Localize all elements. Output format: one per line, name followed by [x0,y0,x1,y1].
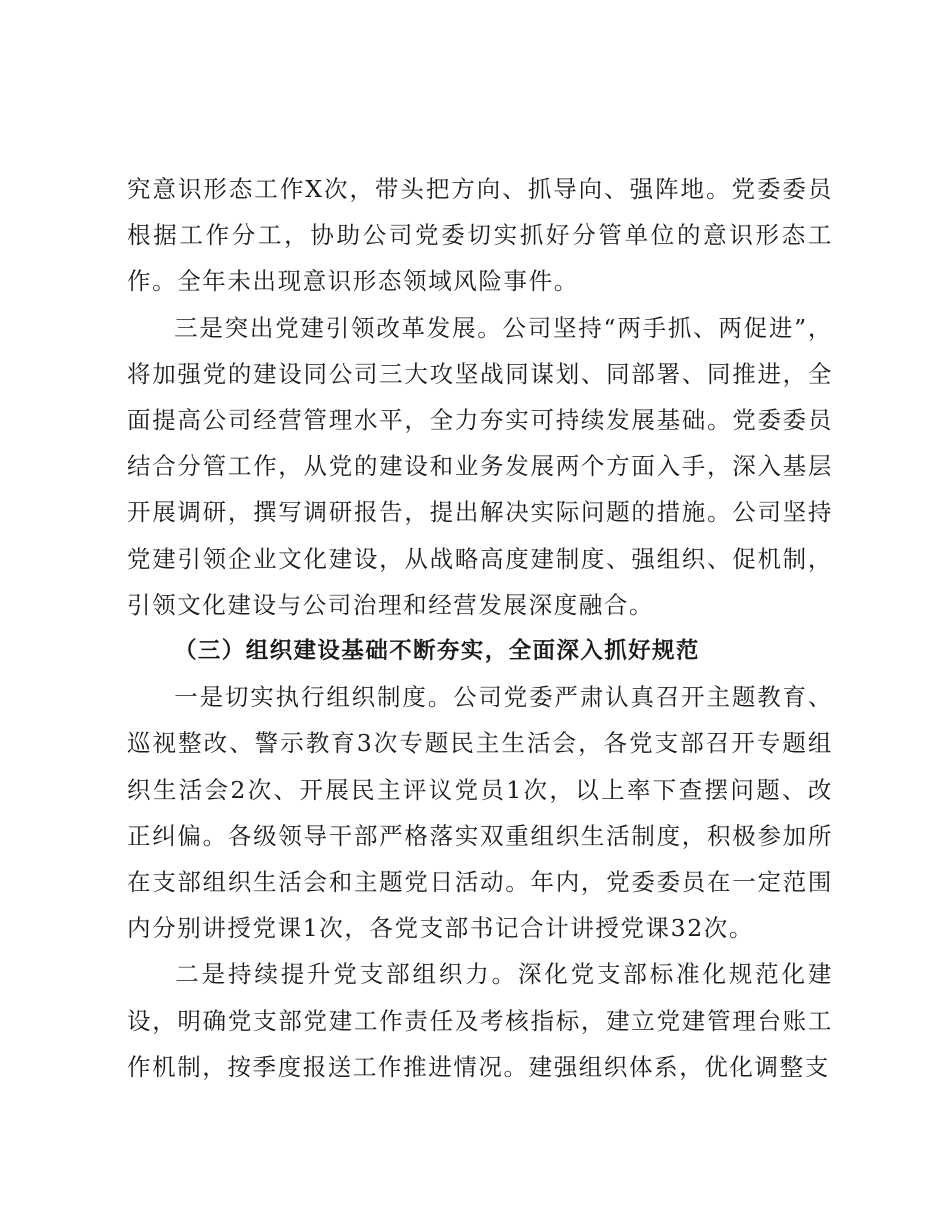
paragraph-reform-development [127,305,833,628]
section-heading-organization: （三）组织建设基础不断夯实，全面深入抓好规范 [174,638,700,665]
paragraph-continuation: 究意识形态工作X次，带头把方向、抓导向、强阵地。党委委员根据工作分工，协助公司党委切实抓好分管单位的意识形态工作。全年未出现意识形态领域风险事件。 [127,175,833,296]
paragraph-organization-system [127,674,833,951]
document-body [127,166,833,1090]
paragraph-branch-organization [127,951,833,1090]
paragraph-text: 三是突出党建引领改革发展。公司坚持“两手抓、两促进”，将加强党的建设同公司三大攻坚战同谋划、同部署、同推进，全面提高公司经营管理水平，全力夯实可持续发展基础。党委委员结合分管工作，从党的建设和业务发展两个方面入手，深入基层开展调研，撰写调研报告，提出解决实际问题的措施。公司坚持党建引领企业文化建设，从战略高度建制度、强组织、促机制，引领文化建设与公司治理和经营发展深度融合。 [127,313,833,619]
paragraph-text: 二是持续提升党支部组织力。深化党支部标准化规范化建设，明确党支部党建工作责任及考核指标，建立党建管理台账工作机制，按季度报送工作推进情况。建强组织体系，优化调整支 [127,960,833,1081]
paragraph-text: 一是切实执行组织制度。公司党委严肃认真召开主题教育、巡视整改、警示教育3次专题民主生活会，各党支部召开专题组织生活会2次、开展民主评议党员1次，以上率下查摆问题、改正纠偏。各级领导干部严格落实双重组织生活制度，积极参加所在支部组织生活会和主题党日活动。年内，党委委员在一定范围内分别讲授党课1次，各党支部书记合计讲授党课32次。 [127,683,833,943]
